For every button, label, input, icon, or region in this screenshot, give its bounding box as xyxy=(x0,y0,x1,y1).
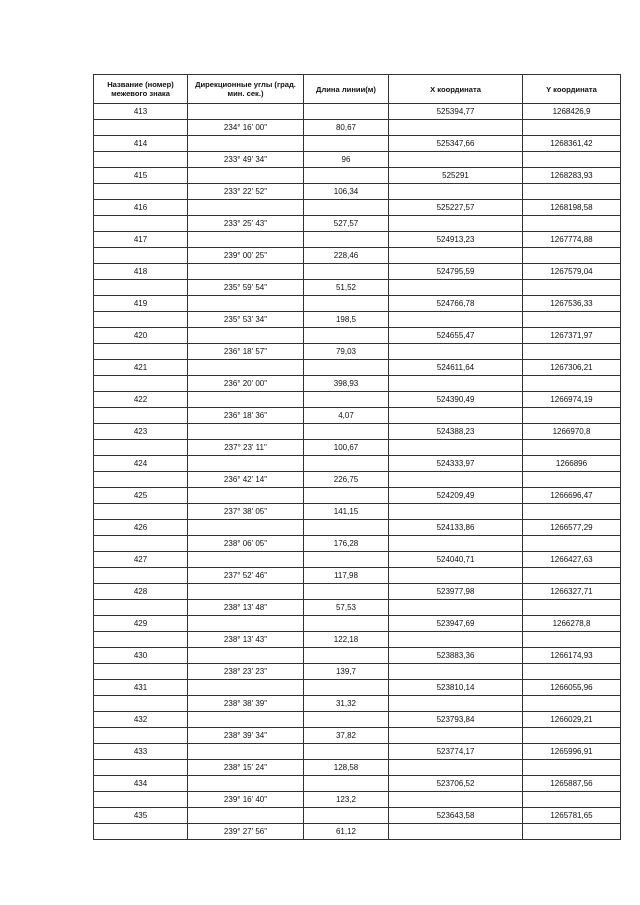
empty-cell xyxy=(188,520,304,536)
segment-row xyxy=(94,664,621,680)
empty-cell xyxy=(188,424,304,440)
empty-cell xyxy=(304,552,389,568)
empty-cell xyxy=(389,184,523,200)
y-coordinate: 1265887,56 xyxy=(523,776,621,792)
line-length: 37,82 xyxy=(304,728,389,744)
empty-cell xyxy=(188,360,304,376)
segment-row xyxy=(94,248,621,264)
direction-angle: 236° 18' 36" xyxy=(188,408,304,424)
x-coordinate: 524133,86 xyxy=(389,520,523,536)
empty-cell xyxy=(304,456,389,472)
empty-cell xyxy=(188,328,304,344)
point-row xyxy=(94,168,621,184)
empty-cell xyxy=(94,504,188,520)
direction-angle: 238° 39' 34" xyxy=(188,728,304,744)
header-row xyxy=(94,75,621,104)
x-coordinate: 524390,49 xyxy=(389,392,523,408)
empty-cell xyxy=(304,392,389,408)
point-row xyxy=(94,232,621,248)
line-length: 80,67 xyxy=(304,120,389,136)
point-name: 419 xyxy=(94,296,188,312)
empty-cell xyxy=(389,504,523,520)
y-coordinate: 1265781,65 xyxy=(523,808,621,824)
x-coordinate: 523793,84 xyxy=(389,712,523,728)
empty-cell xyxy=(304,776,389,792)
empty-cell xyxy=(523,792,621,808)
empty-cell xyxy=(304,520,389,536)
segment-row xyxy=(94,696,621,712)
y-coordinate: 1265996,91 xyxy=(523,744,621,760)
x-coordinate: 523643,58 xyxy=(389,808,523,824)
point-row xyxy=(94,680,621,696)
segment-row xyxy=(94,408,621,424)
empty-cell xyxy=(188,264,304,280)
empty-cell xyxy=(523,120,621,136)
empty-cell xyxy=(389,792,523,808)
empty-cell xyxy=(389,696,523,712)
empty-cell xyxy=(94,280,188,296)
point-row xyxy=(94,424,621,440)
segment-row xyxy=(94,824,621,840)
line-length: 4,07 xyxy=(304,408,389,424)
segment-row xyxy=(94,344,621,360)
direction-angle: 233° 22' 52" xyxy=(188,184,304,200)
empty-cell xyxy=(188,776,304,792)
point-name: 435 xyxy=(94,808,188,824)
point-name: 422 xyxy=(94,392,188,408)
empty-cell xyxy=(304,264,389,280)
segment-row xyxy=(94,120,621,136)
segment-row xyxy=(94,280,621,296)
empty-cell xyxy=(304,584,389,600)
header-name: Название (номер) межевого знака xyxy=(94,75,188,104)
empty-cell xyxy=(188,616,304,632)
segment-row xyxy=(94,504,621,520)
line-length: 61,12 xyxy=(304,824,389,840)
x-coordinate: 525227,57 xyxy=(389,200,523,216)
empty-cell xyxy=(304,680,389,696)
empty-cell xyxy=(304,328,389,344)
point-row xyxy=(94,520,621,536)
empty-cell xyxy=(188,680,304,696)
direction-angle: 238° 13' 43" xyxy=(188,632,304,648)
empty-cell xyxy=(304,424,389,440)
empty-cell xyxy=(188,104,304,120)
point-name: 431 xyxy=(94,680,188,696)
direction-angle: 239° 16' 40" xyxy=(188,792,304,808)
empty-cell xyxy=(389,632,523,648)
point-name: 417 xyxy=(94,232,188,248)
point-row xyxy=(94,456,621,472)
point-row xyxy=(94,200,621,216)
empty-cell xyxy=(523,728,621,744)
x-coordinate: 523977,98 xyxy=(389,584,523,600)
empty-cell xyxy=(523,216,621,232)
line-length: 106,34 xyxy=(304,184,389,200)
x-coordinate: 523810,14 xyxy=(389,680,523,696)
y-coordinate: 1266696,47 xyxy=(523,488,621,504)
point-name: 416 xyxy=(94,200,188,216)
empty-cell xyxy=(188,168,304,184)
point-row xyxy=(94,392,621,408)
direction-angle: 237° 23' 11" xyxy=(188,440,304,456)
header-angles: Дирекционные углы (град. мин. сек.) xyxy=(188,75,304,104)
header-x: X координата xyxy=(389,75,523,104)
direction-angle: 237° 52' 46" xyxy=(188,568,304,584)
y-coordinate: 1266327,71 xyxy=(523,584,621,600)
empty-cell xyxy=(94,216,188,232)
empty-cell xyxy=(523,280,621,296)
empty-cell xyxy=(523,536,621,552)
line-length: 226,75 xyxy=(304,472,389,488)
segment-row xyxy=(94,472,621,488)
empty-cell xyxy=(94,664,188,680)
empty-cell xyxy=(188,584,304,600)
direction-angle: 238° 13' 48" xyxy=(188,600,304,616)
point-row xyxy=(94,776,621,792)
line-length: 398,93 xyxy=(304,376,389,392)
point-name: 425 xyxy=(94,488,188,504)
point-row xyxy=(94,104,621,120)
empty-cell xyxy=(94,824,188,840)
direction-angle: 239° 00' 25" xyxy=(188,248,304,264)
point-row xyxy=(94,488,621,504)
direction-angle: 236° 20' 00" xyxy=(188,376,304,392)
empty-cell xyxy=(304,744,389,760)
empty-cell xyxy=(523,696,621,712)
empty-cell xyxy=(304,296,389,312)
empty-cell xyxy=(389,824,523,840)
segment-row xyxy=(94,600,621,616)
line-length: 57,53 xyxy=(304,600,389,616)
empty-cell xyxy=(94,440,188,456)
empty-cell xyxy=(94,632,188,648)
empty-cell xyxy=(389,408,523,424)
point-name: 423 xyxy=(94,424,188,440)
line-length: 139,7 xyxy=(304,664,389,680)
empty-cell xyxy=(188,232,304,248)
empty-cell xyxy=(304,232,389,248)
line-length: 176,28 xyxy=(304,536,389,552)
empty-cell xyxy=(523,632,621,648)
empty-cell xyxy=(389,440,523,456)
empty-cell xyxy=(94,600,188,616)
segment-row xyxy=(94,792,621,808)
x-coordinate: 525347,66 xyxy=(389,136,523,152)
empty-cell xyxy=(188,392,304,408)
empty-cell xyxy=(389,344,523,360)
empty-cell xyxy=(94,312,188,328)
empty-cell xyxy=(188,712,304,728)
point-name: 415 xyxy=(94,168,188,184)
line-length: 100,67 xyxy=(304,440,389,456)
point-row xyxy=(94,264,621,280)
point-row xyxy=(94,648,621,664)
empty-cell xyxy=(188,552,304,568)
point-row xyxy=(94,136,621,152)
x-coordinate: 524388,23 xyxy=(389,424,523,440)
empty-cell xyxy=(523,760,621,776)
line-length: 122,18 xyxy=(304,632,389,648)
empty-cell xyxy=(94,120,188,136)
x-coordinate: 524795,59 xyxy=(389,264,523,280)
empty-cell xyxy=(94,568,188,584)
point-name: 418 xyxy=(94,264,188,280)
x-coordinate: 523706,52 xyxy=(389,776,523,792)
line-length: 141,15 xyxy=(304,504,389,520)
direction-angle: 238° 38' 39" xyxy=(188,696,304,712)
segment-row xyxy=(94,216,621,232)
y-coordinate: 1266278,8 xyxy=(523,616,621,632)
empty-cell xyxy=(389,664,523,680)
segment-row xyxy=(94,152,621,168)
point-name: 427 xyxy=(94,552,188,568)
point-name: 426 xyxy=(94,520,188,536)
y-coordinate: 1268283,93 xyxy=(523,168,621,184)
empty-cell xyxy=(188,296,304,312)
empty-cell xyxy=(304,712,389,728)
empty-cell xyxy=(523,440,621,456)
direction-angle: 236° 18' 57" xyxy=(188,344,304,360)
empty-cell xyxy=(523,568,621,584)
line-length: 31,32 xyxy=(304,696,389,712)
empty-cell xyxy=(389,120,523,136)
y-coordinate: 1266174,93 xyxy=(523,648,621,664)
empty-cell xyxy=(523,248,621,264)
line-length: 128,58 xyxy=(304,760,389,776)
segment-row xyxy=(94,376,621,392)
y-coordinate: 1267579,04 xyxy=(523,264,621,280)
direction-angle: 233° 49' 34" xyxy=(188,152,304,168)
y-coordinate: 1268426,9 xyxy=(523,104,621,120)
direction-angle: 238° 06' 05" xyxy=(188,536,304,552)
direction-angle: 235° 53' 34" xyxy=(188,312,304,328)
empty-cell xyxy=(94,152,188,168)
point-name: 424 xyxy=(94,456,188,472)
segment-row xyxy=(94,568,621,584)
empty-cell xyxy=(389,216,523,232)
empty-cell xyxy=(304,488,389,504)
line-length: 123,2 xyxy=(304,792,389,808)
x-coordinate: 524209,49 xyxy=(389,488,523,504)
x-coordinate: 525394,77 xyxy=(389,104,523,120)
segment-row xyxy=(94,632,621,648)
direction-angle: 238° 23' 23" xyxy=(188,664,304,680)
empty-cell xyxy=(389,568,523,584)
empty-cell xyxy=(188,200,304,216)
empty-cell xyxy=(389,248,523,264)
empty-cell xyxy=(389,472,523,488)
empty-cell xyxy=(389,152,523,168)
point-row xyxy=(94,744,621,760)
empty-cell xyxy=(188,488,304,504)
x-coordinate: 525291 xyxy=(389,168,523,184)
x-coordinate: 524913,23 xyxy=(389,232,523,248)
point-name: 413 xyxy=(94,104,188,120)
empty-cell xyxy=(523,344,621,360)
point-row xyxy=(94,712,621,728)
x-coordinate: 524655,47 xyxy=(389,328,523,344)
x-coordinate: 524766,78 xyxy=(389,296,523,312)
segment-row xyxy=(94,312,621,328)
empty-cell xyxy=(188,744,304,760)
x-coordinate: 523947,69 xyxy=(389,616,523,632)
empty-cell xyxy=(304,360,389,376)
point-name: 421 xyxy=(94,360,188,376)
y-coordinate: 1266577,29 xyxy=(523,520,621,536)
empty-cell xyxy=(304,104,389,120)
empty-cell xyxy=(188,456,304,472)
line-length: 96 xyxy=(304,152,389,168)
direction-angle: 235° 59' 54" xyxy=(188,280,304,296)
empty-cell xyxy=(94,472,188,488)
empty-cell xyxy=(523,504,621,520)
y-coordinate: 1267536,33 xyxy=(523,296,621,312)
segment-row xyxy=(94,184,621,200)
y-coordinate: 1266055,96 xyxy=(523,680,621,696)
point-row xyxy=(94,328,621,344)
empty-cell xyxy=(389,728,523,744)
header-length: Длина линии(м) xyxy=(304,75,389,104)
point-row xyxy=(94,616,621,632)
point-name: 432 xyxy=(94,712,188,728)
point-row xyxy=(94,808,621,824)
empty-cell xyxy=(304,136,389,152)
line-length: 228,46 xyxy=(304,248,389,264)
point-name: 414 xyxy=(94,136,188,152)
empty-cell xyxy=(389,600,523,616)
line-length: 527,57 xyxy=(304,216,389,232)
empty-cell xyxy=(389,376,523,392)
y-coordinate: 1266970,8 xyxy=(523,424,621,440)
empty-cell xyxy=(188,136,304,152)
y-coordinate: 1267306,21 xyxy=(523,360,621,376)
table-body xyxy=(94,104,621,840)
empty-cell xyxy=(94,536,188,552)
empty-cell xyxy=(304,648,389,664)
direction-angle: 237° 38' 05" xyxy=(188,504,304,520)
line-length: 198,5 xyxy=(304,312,389,328)
empty-cell xyxy=(188,648,304,664)
x-coordinate: 524040,71 xyxy=(389,552,523,568)
y-coordinate: 1268361,42 xyxy=(523,136,621,152)
line-length: 117,98 xyxy=(304,568,389,584)
empty-cell xyxy=(389,312,523,328)
y-coordinate: 1266029,21 xyxy=(523,712,621,728)
x-coordinate: 523774,17 xyxy=(389,744,523,760)
y-coordinate: 1267371,97 xyxy=(523,328,621,344)
empty-cell xyxy=(389,760,523,776)
empty-cell xyxy=(94,344,188,360)
x-coordinate: 523883,36 xyxy=(389,648,523,664)
segment-row xyxy=(94,760,621,776)
empty-cell xyxy=(94,408,188,424)
empty-cell xyxy=(523,376,621,392)
point-name: 430 xyxy=(94,648,188,664)
empty-cell xyxy=(389,280,523,296)
empty-cell xyxy=(304,808,389,824)
point-name: 420 xyxy=(94,328,188,344)
empty-cell xyxy=(523,472,621,488)
empty-cell xyxy=(94,760,188,776)
segment-row xyxy=(94,728,621,744)
point-name: 434 xyxy=(94,776,188,792)
y-coordinate: 1266896 xyxy=(523,456,621,472)
empty-cell xyxy=(523,824,621,840)
x-coordinate: 524333,97 xyxy=(389,456,523,472)
line-length: 51,52 xyxy=(304,280,389,296)
point-row xyxy=(94,552,621,568)
point-row xyxy=(94,584,621,600)
point-name: 429 xyxy=(94,616,188,632)
header-y: Y координата xyxy=(523,75,621,104)
empty-cell xyxy=(389,536,523,552)
empty-cell xyxy=(304,200,389,216)
y-coordinate: 1266427,63 xyxy=(523,552,621,568)
y-coordinate: 1267774,88 xyxy=(523,232,621,248)
segment-row xyxy=(94,536,621,552)
empty-cell xyxy=(304,168,389,184)
empty-cell xyxy=(188,808,304,824)
empty-cell xyxy=(94,376,188,392)
direction-angle: 238° 15' 24" xyxy=(188,760,304,776)
point-name: 428 xyxy=(94,584,188,600)
line-length: 79,03 xyxy=(304,344,389,360)
empty-cell xyxy=(523,664,621,680)
empty-cell xyxy=(94,248,188,264)
empty-cell xyxy=(523,408,621,424)
direction-angle: 236° 42' 14" xyxy=(188,472,304,488)
boundary-coordinates-table xyxy=(93,74,621,840)
point-name: 433 xyxy=(94,744,188,760)
empty-cell xyxy=(94,696,188,712)
direction-angle: 239° 27' 56" xyxy=(188,824,304,840)
empty-cell xyxy=(94,184,188,200)
direction-angle: 234° 16' 00" xyxy=(188,120,304,136)
segment-row xyxy=(94,440,621,456)
empty-cell xyxy=(523,152,621,168)
empty-cell xyxy=(94,728,188,744)
empty-cell xyxy=(523,600,621,616)
y-coordinate: 1266974,19 xyxy=(523,392,621,408)
empty-cell xyxy=(94,792,188,808)
y-coordinate: 1268198,58 xyxy=(523,200,621,216)
empty-cell xyxy=(304,616,389,632)
point-row xyxy=(94,360,621,376)
point-row xyxy=(94,296,621,312)
empty-cell xyxy=(523,312,621,328)
empty-cell xyxy=(523,184,621,200)
x-coordinate: 524611,64 xyxy=(389,360,523,376)
direction-angle: 233° 25' 43" xyxy=(188,216,304,232)
